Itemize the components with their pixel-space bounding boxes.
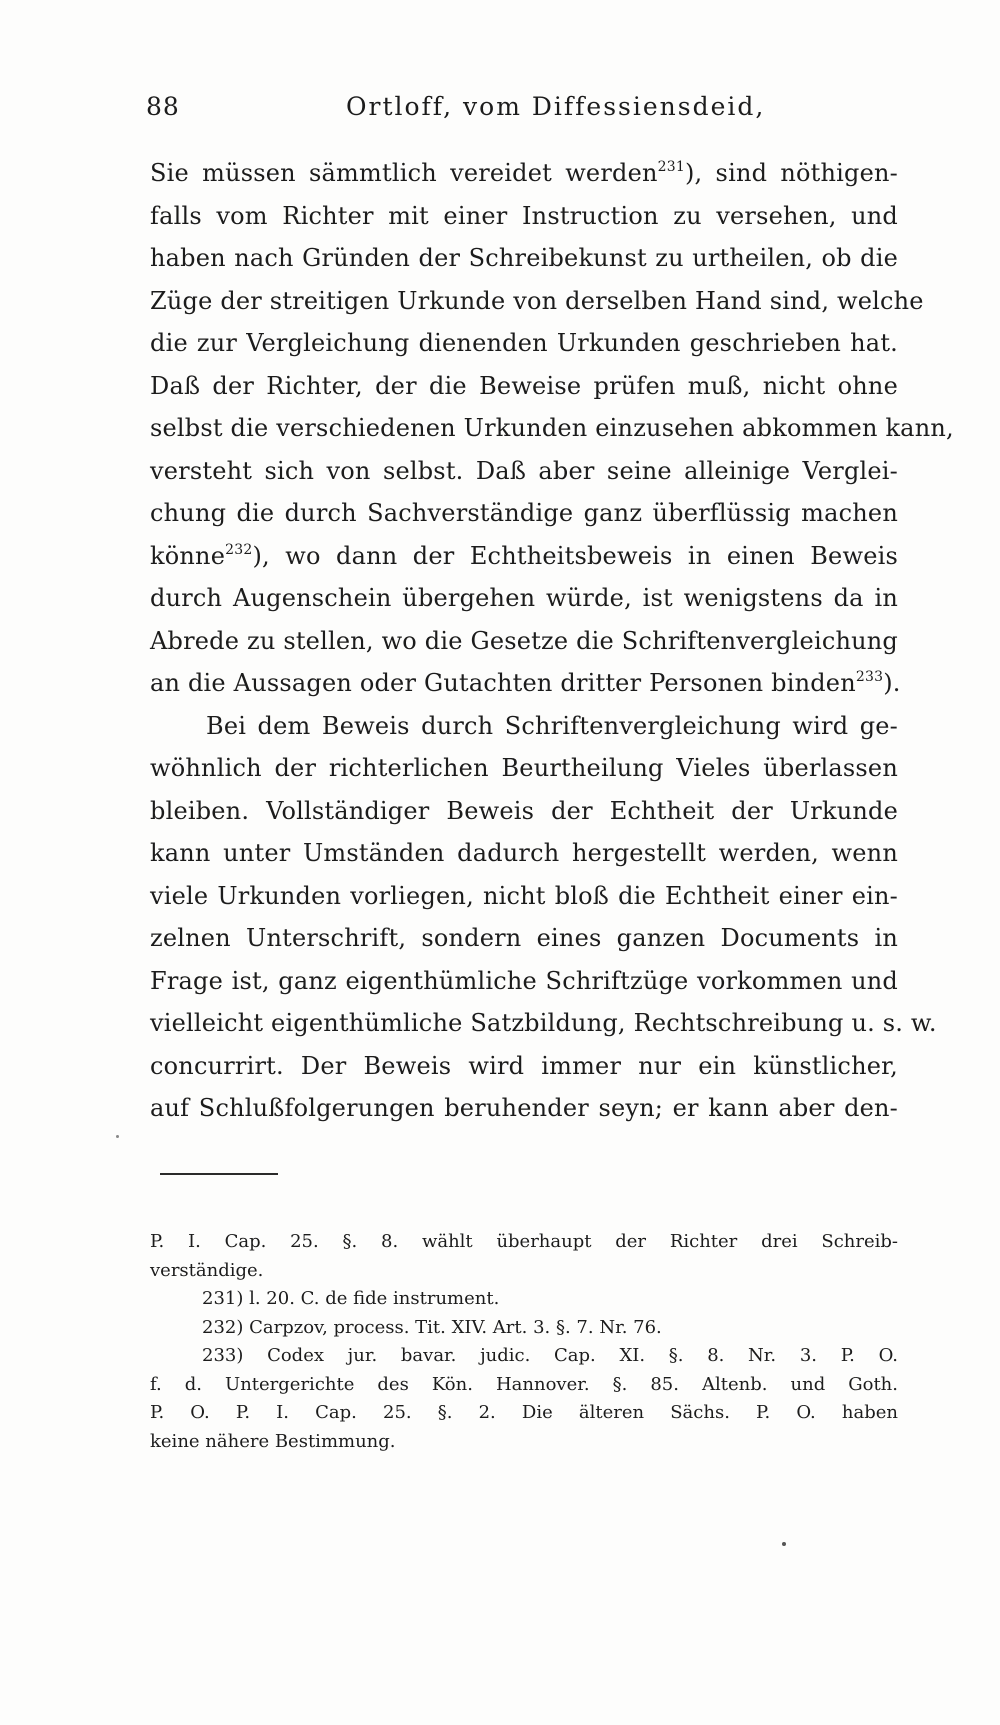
footnote-ref-232: 232: [225, 541, 253, 558]
text-line-8: versteht sich von selbst. Daß aber seine alleinige Verglei-: [150, 456, 898, 485]
text-line-9: chung die durch Sachverständige ganz überflüssig machen: [150, 499, 898, 527]
text-line-1: Sie müssen sämmtlich vereidet werden$^{231}$), sind nöthigen-: [150, 159, 898, 187]
text-line-2: falls vom Richter mit einer Instruction zu versehen, und: [150, 201, 898, 230]
text-line-6: Daß der Richter, der die Beweise prüfen muß, nicht ohne: [150, 371, 898, 400]
text-line-18: viele Urkunden vorliegen, nicht bloß die Echtheit einer ein-: [150, 881, 898, 910]
footnote-233-cont-2: P. O. P. I. Cap. 25. §. 2. Die älteren Sächs. P. O. haben: [150, 1402, 898, 1423]
text-line-21: vielleicht eigenthümliche Satzbildung, Rechtschreibung u. s. w.: [150, 1009, 937, 1037]
text-line-10: könne$^{232}$), wo dann der Echtheitsbeweis in einen Beweis: [150, 541, 898, 570]
text-line-5: die zur Vergleichung dienenden Urkunden geschrieben hat.: [150, 329, 898, 357]
footnote-233: 233) Codex jur. bavar. judic. Cap. XI. §. 8. Nr. 3. P. O.: [202, 1345, 898, 1366]
text-line-7: selbst die verschiedenen Urkunden einzusehen abkommen kann,: [150, 414, 954, 442]
footnote-233-cont-1: f. d. Untergerichte des Kön. Hannover. §. 85. Altenb. und Goth.: [150, 1373, 898, 1395]
paper-speck: [116, 1135, 119, 1138]
text-line-16: bleiben. Vollständiger Beweis der Echtheit der Urkunde: [150, 796, 898, 825]
footnote-ref-231: 231: [657, 159, 685, 175]
text-line-3: haben nach Gründen der Schreibekunst zu urtheilen, ob die: [150, 244, 898, 272]
text-line-22: concurrirt. Der Beweis wird immer nur ein künstlicher,: [150, 1051, 898, 1080]
footnote-line-2: verständige.: [150, 1259, 264, 1281]
footnotes: [150, 1228, 898, 1456]
text-line-11: durch Augenschein übergehen würde, ist wenigstens da in: [150, 584, 898, 612]
footnote-line-1: P. I. Cap. 25. §. 8. wählt überhaupt der Richter drei Schreib-: [150, 1231, 898, 1252]
text-line-17: kann unter Umständen dadurch hergestellt werden, wenn: [150, 839, 898, 867]
footnote-232: 232) Carpzov, process. Tit. XIV. Art. 3. §. 7. Nr. 76.: [202, 1316, 662, 1338]
paper-speck: [782, 1542, 786, 1546]
footnote-divider: [160, 1173, 278, 1175]
footnote-ref-233: 233: [855, 669, 884, 685]
body-text: [150, 152, 954, 1130]
text-line-15: wöhnlich der richterlichen Beurtheilung Vieles überlassen: [150, 754, 898, 782]
text-line-12: Abrede zu stellen, wo die Gesetze die Schriftenvergleichung: [150, 626, 898, 655]
text-line-13: an die Aussagen oder Gutachten dritter Personen binden$^{233}$).: [150, 669, 901, 697]
text-line-23: auf Schlußfolgerungen beruhender seyn; er kann aber den-: [150, 1094, 898, 1122]
text-line-14: Bei dem Beweis durch Schriftenvergleichung wird ge-: [206, 711, 898, 740]
running-head: Ortloff, vom Diffessiensdeid,: [346, 92, 766, 121]
page-header: [146, 92, 906, 132]
text-line-20: Frage ist, ganz eigenthümliche Schriftzüge vorkommen und: [150, 966, 898, 995]
text-line-19: zelnen Unterschrift, sondern eines ganzen Documents in: [150, 924, 898, 952]
page-number: 88: [146, 92, 180, 121]
footnote-231: 231) l. 20. C. de fide instrument.: [202, 1288, 500, 1309]
text-line-4: Züge der streitigen Urkunde von derselben Hand sind, welche: [150, 286, 924, 315]
footnote-233-cont-3: keine nähere Bestimmung.: [150, 1430, 396, 1452]
